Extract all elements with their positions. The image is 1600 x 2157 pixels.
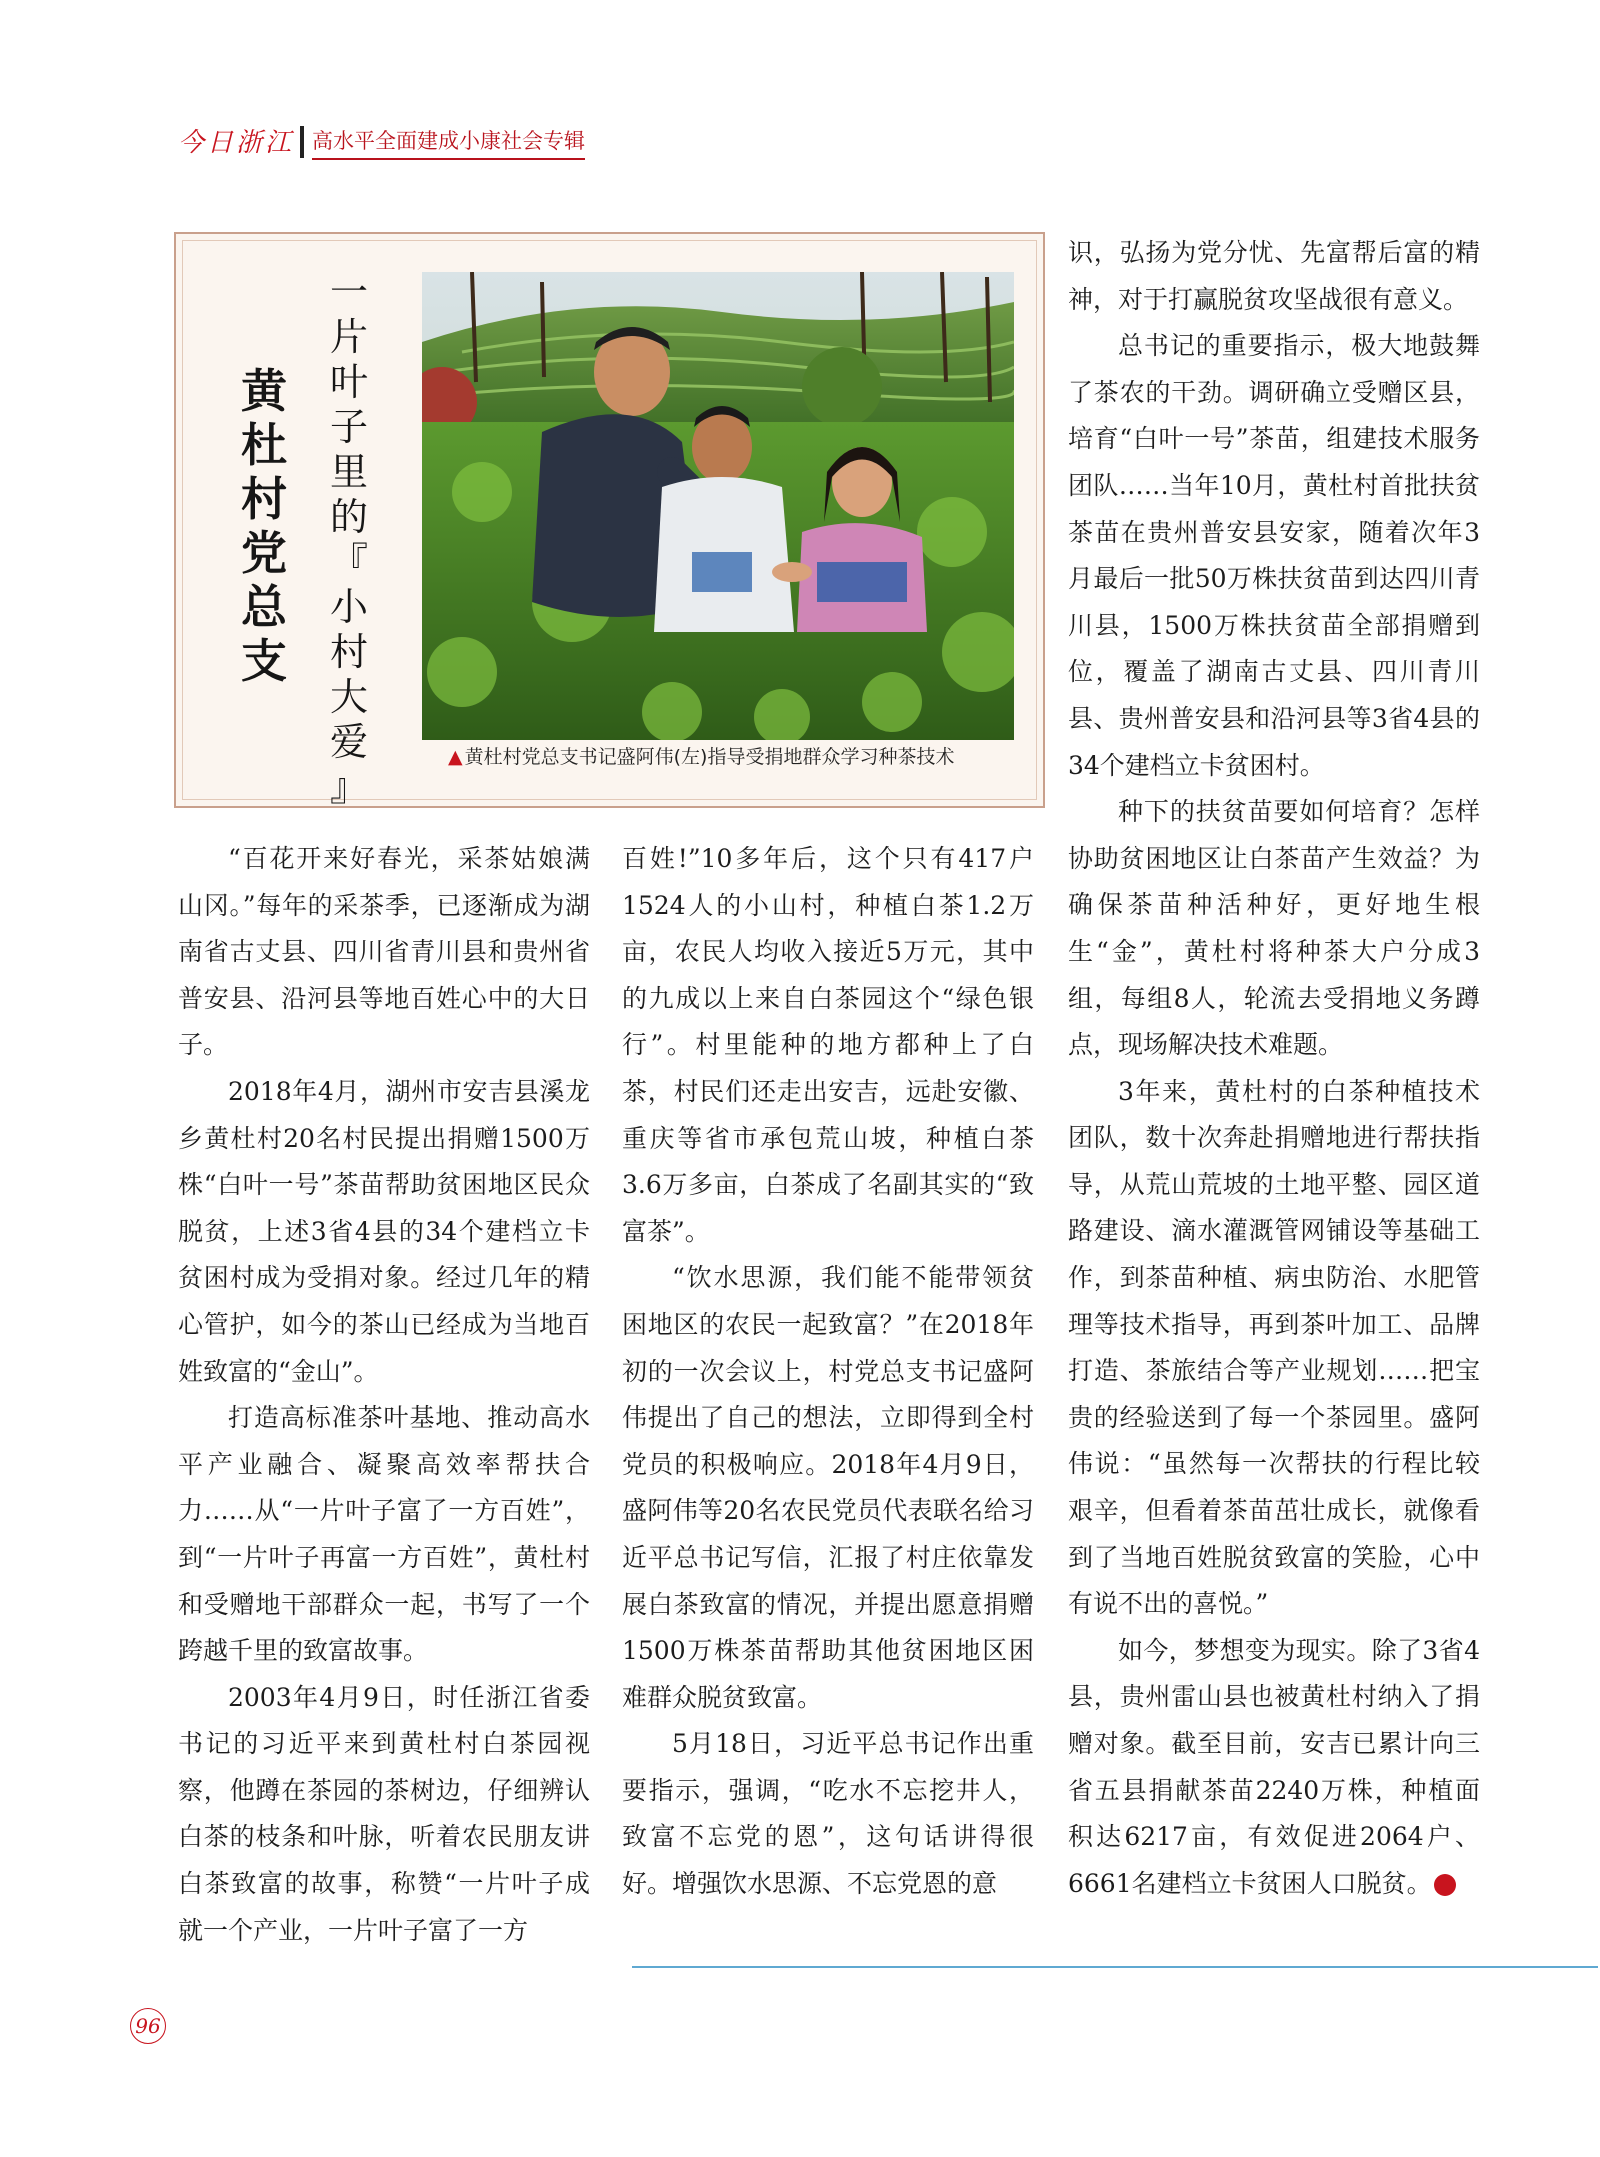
paragraph-last	[1068, 1628, 1498, 1908]
vertical-title-char: 大	[329, 675, 368, 719]
feature-box	[174, 232, 1045, 808]
paragraph: “饮水思源，我们能不能带领贫困地区的农民一起致富？”在2018年初的一次会议上，村党总支书记盛阿伟提出了自己的想法，立即得到全村党员的积极响应。2018年4月9日，盛阿伟等20名农民党员代表联名给习近平总书记写信，汇报了村庄依靠发展白茶致富的情况，并提出愿意捐赠1500万株茶苗帮助其他贫困地区困难群众脱贫致富。	[622, 1263, 1034, 1712]
vertical-title-char: 支	[241, 634, 287, 688]
last-paragraph-text: 如今，梦想变为现实。除了3省4县，贵州雷山县也被黄杜村纳入了捐赠对象。截至目前，安吉已累计向三省五县捐献茶苗2240万株，种植面积达6217亩，有效促进2064户、6661名建档立卡贫困人口脱贫。	[1068, 1635, 1480, 1898]
tea-garden-photo	[422, 272, 1014, 740]
paragraph-continued: 识，弘扬为党分忧、先富帮后富的精神，对于打赢脱贫攻坚战很有意义。	[1068, 238, 1480, 314]
vertical-title-char: 爱	[329, 720, 368, 764]
article-column-3	[1068, 230, 1498, 1907]
section-subtitle: 高水平全面建成小康社会专辑	[312, 126, 585, 160]
feature-main-title	[236, 364, 292, 688]
end-mark-icon: 今	[1434, 1874, 1456, 1896]
paragraph: 2018年4月，湖州市安吉县溪龙乡黄杜村20名村民提出捐赠1500万株“白叶一号”茶苗帮助贫困地区民众脱贫，上述3省4县的34个建档立卡贫困村成为受捐对象。经过几年的精心管护，如今的茶山已经成为当地百姓致富的“金山”。	[178, 1076, 590, 1386]
article-column-1	[178, 836, 590, 1954]
vertical-title-char: 小	[329, 585, 368, 629]
vertical-title-char: 』	[329, 765, 368, 809]
paragraph: 2003年4月9日，时任浙江省委书记的习近平来到黄杜村白茶园视察，他蹲在茶园的茶树边，仔细辨认白茶的枝条和叶脉，听着农民朋友讲白茶致富的故事，称赞“一片叶子成就一个产业，一片叶子富了一方	[178, 1682, 590, 1945]
paragraph: “百花开来好春光，采茶姑娘满山冈。”每年的采茶季，已逐渐成为湖南省古丈县、四川省青川县和贵州省普安县、沿河县等地百姓心中的大日子。	[178, 844, 590, 1060]
paragraph-continued: 百姓!”10多年后，这个只有417户1524人的小山村，种植白茶1.2万亩，农民人均收入接近5万元，其中的九成以上来自白茶园这个“绿色银行”。村里能种的地方都种上了白茶，村民们还走出安吉，远赴安徽、重庆等省市承包荒山坡，种植白茶3.6万多亩，白茶成了名副其实的“致富茶”。	[622, 844, 1034, 1246]
vertical-title-char: 片	[329, 315, 368, 359]
vertical-title-char: 黄	[241, 364, 287, 418]
vertical-title-char: 里	[329, 450, 368, 494]
magazine-logo: 今日浙江	[178, 128, 295, 158]
paragraph: 5月18日，习近平总书记作出重要指示，强调，“吃水不忘挖井人，致富不忘党的恩”，这句话讲得很好。增强饮水思源、不忘党恩的意	[622, 1729, 1034, 1899]
vertical-title-char: 一	[329, 270, 368, 314]
paragraph: 总书记的重要指示，极大地鼓舞了茶农的干劲。调研确立受赠区县，培育“白叶一号”茶苗，组建技术服务团队……当年10月，黄杜村首批扶贫茶苗在贵州普安县安家，随着次年3月最后一批50万株扶贫苗到达四川青川县，1500万株扶贫苗全部捐赠到位，覆盖了湖南古丈县、四川青川县、贵州普安县和沿河县等3省4县的34个建档立卡贫困村。	[1068, 331, 1480, 780]
magazine-header	[178, 120, 585, 160]
vertical-title-char: 村	[241, 472, 287, 526]
vertical-title-char: 总	[241, 580, 287, 634]
paragraph: 3年来，黄杜村的白茶种植技术团队，数十次奔赴捐赠地进行帮扶指导，从荒山荒坡的土地平整、园区道路建设、滴水灌溉管网铺设等基础工作，到茶苗种植、病虫防治、水肥管理等技术指导，再到茶叶加工、品牌打造、茶旅结合等产业规划……把宝贵的经验送到了每一个茶园里。盛阿伟说：“虽然每一次帮扶的行程比较艰辛，但看着茶苗茁壮成长，就像看到了当地百姓脱贫致富的笑脸，心中有说不出的喜悦。”	[1068, 1076, 1480, 1619]
vertical-title-char: 的	[329, 495, 368, 539]
paragraph: 种下的扶贫苗要如何培育？怎样协助贫困地区让白茶苗产生效益？为确保茶苗种活种好，更好地生根生“金”，黄杜村将种茶大户分成3组，每组8人，轮流去受捐地义务蹲点，现场解决技术难题。	[1068, 797, 1480, 1060]
page-number: 96	[130, 2008, 166, 2044]
vertical-title-char: 『	[329, 540, 368, 584]
vertical-title-char: 党	[241, 526, 287, 580]
caption-marker-icon: ▲	[448, 746, 463, 768]
paragraph: 打造高标准茶叶基地、推动高水平产业融合、凝聚高效率帮扶合力……从“一片叶子富了一方百姓”，到“一片叶子再富一方百姓”，黄杜村和受赠地干部群众一起，书写了一个跨越千里的致富故事。	[178, 1403, 590, 1666]
header-divider	[300, 126, 304, 158]
vertical-title-char: 子	[329, 405, 368, 449]
vertical-title-char: 叶	[329, 360, 368, 404]
vertical-title-char: 杜	[241, 418, 287, 472]
vertical-title-char: 村	[329, 630, 368, 674]
article-column-2	[622, 836, 1034, 1908]
photo-caption-text: 黄杜村党总支书记盛阿伟(左)指导受捐地群众学习种茶技术	[464, 746, 955, 768]
bottom-rule	[632, 1966, 1598, 1968]
photo-caption	[448, 742, 1048, 772]
feature-sub-title	[326, 270, 372, 810]
